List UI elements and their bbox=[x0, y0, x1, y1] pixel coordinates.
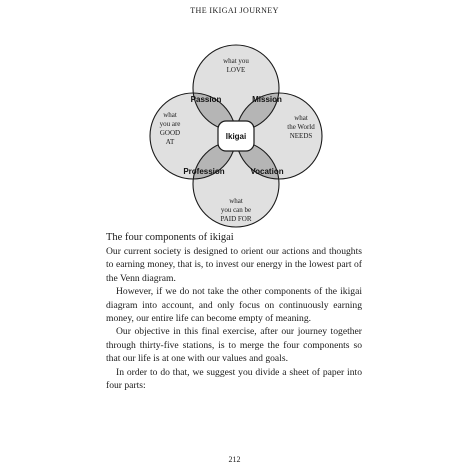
section-heading: The four components of ikigai bbox=[106, 232, 234, 243]
good-label-4: AT bbox=[165, 138, 175, 146]
love-label-2: LOVE bbox=[226, 66, 246, 74]
needs-label-1: what bbox=[294, 114, 308, 122]
good-label-1: what bbox=[163, 111, 177, 119]
paragraph-2: However, if we do not take the other components of the ikigai diagram into account, and only focus on continuously earning money, our entire life can become empty of meaning. bbox=[106, 286, 362, 325]
body-text bbox=[106, 231, 362, 392]
paid-label-3: PAID FOR bbox=[220, 215, 252, 223]
running-head: THE IKIGAI JOURNEY bbox=[190, 6, 279, 15]
paragraph-3: Our objective in this final exercise, after our journey together through thirty-five stations, is to merge the four components so that our life is at one with our values and goals. bbox=[106, 326, 362, 365]
center-label: Ikigai bbox=[225, 132, 247, 141]
profession-label: Profession bbox=[183, 167, 225, 176]
page-number: 212 bbox=[228, 455, 241, 464]
good-label-3: GOOD bbox=[159, 129, 181, 137]
good-label-2: you are bbox=[159, 120, 181, 128]
ikigai-venn-diagram bbox=[146, 44, 326, 228]
paragraph-4: In order to do that, we suggest you divide a sheet of paper into four parts: bbox=[106, 366, 362, 392]
needs-label-2: the World bbox=[287, 123, 315, 131]
mission-label: Mission bbox=[252, 95, 282, 104]
needs-label-3: NEEDS bbox=[289, 132, 313, 140]
paid-label-1: what bbox=[229, 197, 243, 205]
vocation-label: Vocation bbox=[250, 167, 284, 176]
passion-label: Passion bbox=[190, 95, 222, 104]
love-label-1: what you bbox=[223, 57, 249, 65]
paragraph-1: Our current society is designed to orient our actions and thoughts to earning money, that is, to invest our energy in the lowest part of the Venn diagram. bbox=[106, 246, 362, 284]
paid-label-2: you can be bbox=[220, 206, 252, 214]
